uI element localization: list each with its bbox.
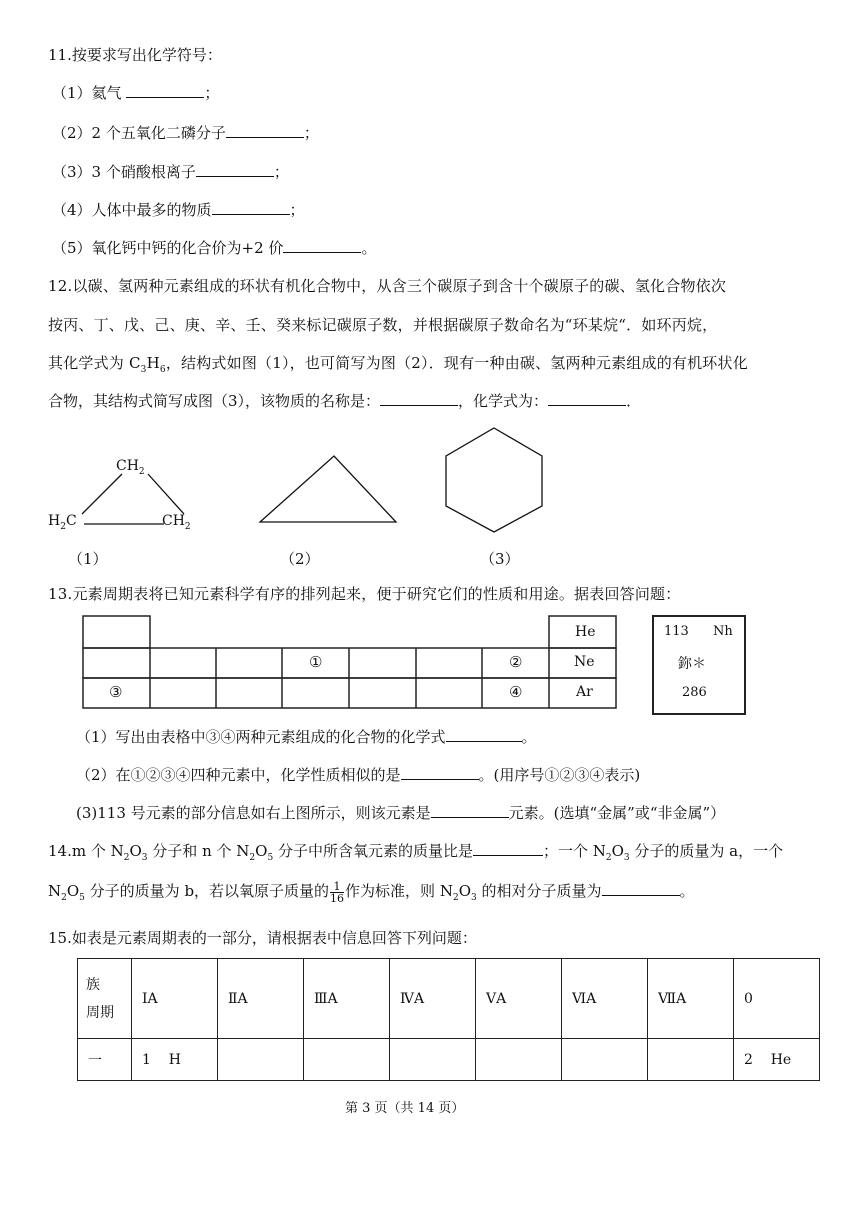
q14-d-sub: 5 [267, 853, 274, 863]
table-he: He [575, 624, 596, 640]
q11-item-1-label: （1）氦气 [52, 84, 127, 102]
fig1-right-sub: 2 [184, 521, 191, 532]
q13-s1b: 。 [521, 728, 537, 746]
q14-l2e: O [458, 882, 471, 900]
q12-l4a: 合物，其结构式简写成图（3），该物质的名称是： [48, 392, 381, 410]
q11-item-4-end: ； [289, 201, 305, 219]
q14-l2e-sub: 3 [471, 893, 477, 903]
q11-item-1 [52, 82, 219, 103]
fraction-denominator: 16 [330, 891, 345, 905]
triangle-shape [260, 456, 396, 522]
q12-l4c: ． [626, 392, 642, 410]
q15-cell-empty [648, 1039, 734, 1081]
q11-item-1-end: ； [204, 84, 220, 102]
q11-item-3-label: （3）3 个硝酸根离子 [52, 163, 196, 181]
q14-l2d: 作为标准，则 N [345, 882, 453, 900]
q13-s2b: 。(用序号①②③④表示) [478, 766, 641, 784]
q14-l2b: O [66, 882, 80, 900]
q15-period-label: 一 [78, 1039, 132, 1081]
q15-period-row-1 [78, 1039, 820, 1081]
q15-group-0: 0 [734, 959, 820, 1039]
q12-line-3 [48, 352, 748, 375]
q15-corner-top: 族 [86, 976, 100, 993]
q12-line-4 [48, 390, 641, 411]
q11-item-2 [52, 122, 319, 143]
table-mark-2: ② [509, 653, 523, 671]
q14-b: O [129, 842, 142, 860]
q13-blank-1[interactable] [446, 727, 522, 742]
q14-l2a: N [48, 882, 62, 900]
q11-answer-blank-4[interactable] [212, 200, 290, 215]
fig1-right-ch: CH [162, 513, 185, 529]
q11-item-4 [52, 199, 305, 220]
q12-l3c: ，结构式如图（1），也可简写为图（2）．现有一种由碳、氢两种元素组成的有机环状化 [165, 354, 748, 372]
q14-blank-2[interactable] [602, 881, 680, 896]
q15-title: 15.如表是元素周期表的一部分，请根据表中信息回答下列问题： [48, 929, 477, 947]
q14-f: ；一个 N [542, 842, 606, 860]
q15-cell-empty [562, 1039, 648, 1081]
q14-g: O [611, 842, 624, 860]
fig1-top-sub: 2 [138, 466, 145, 477]
q11-item-5-label: （5）氧化钙中钙的化合价为+2 价 [52, 239, 284, 257]
q15-group-5: ⅤA [476, 959, 562, 1039]
table-mark-1: ① [309, 653, 323, 671]
table-ar: Ar [576, 684, 593, 700]
q13-s3b: 元素。(选填“金属”或“非金属”） [508, 804, 726, 822]
q15-cell-h: 1 H [132, 1039, 218, 1081]
q14-g-sub: 3 [623, 853, 630, 863]
q11-item-4-label: （4）人体中最多的物质 [52, 201, 212, 219]
q13-s3a: (3)113 号元素的部分信息如右上图所示，则该元素是 [76, 804, 431, 822]
fig1-top-ch2 [116, 458, 145, 477]
fig-caption-3: （3） [480, 550, 520, 568]
fig1-left-h2c [48, 513, 77, 532]
q13-blank-3[interactable] [431, 803, 509, 818]
q13-sub-1 [76, 726, 537, 747]
q14-c-sub: 2 [249, 853, 256, 863]
q14-line-2 [48, 880, 695, 904]
q15-group-4: ⅣA [390, 959, 476, 1039]
q15-corner-cell [78, 959, 132, 1039]
periodic-table-fragment [82, 615, 622, 710]
q15-cell-empty [390, 1039, 476, 1081]
triangle-figure [252, 450, 402, 530]
q15-cell-he: 2 He [734, 1039, 820, 1081]
fig1-left-h: H [48, 513, 61, 529]
q11-answer-blank-3[interactable] [196, 162, 274, 177]
q11-item-5 [52, 237, 376, 258]
hexagon-shape [446, 428, 542, 532]
q14-e: 分子中所含氧元素的质量比是 [273, 842, 473, 860]
q15-corner-bottom: 周期 [86, 1004, 114, 1021]
q14-b-sub: 3 [141, 853, 148, 863]
q14-f-sub: 2 [605, 853, 612, 863]
q11-item-3 [52, 161, 289, 182]
q14-d: O [255, 842, 268, 860]
table-ne: Ne [574, 654, 595, 670]
q12-line-2: 按丙、丁、戊、己、庚、辛、壬、癸来标记碳原子数，并根据碳原子数命名为“环某烷“．如环丙烷， [48, 316, 718, 334]
q11-title: 11.按要求写出化学符号： [48, 46, 222, 64]
q15-group-3: ⅢA [304, 959, 390, 1039]
q15-group-2: ⅡA [218, 959, 304, 1039]
q14-l2d-sub: 2 [452, 893, 459, 903]
fig1-top-ch: CH [116, 458, 139, 474]
fig1-left-sub: 2 [60, 521, 66, 532]
card-mass: 286 [682, 685, 707, 700]
q14-blank-1[interactable] [473, 841, 543, 856]
q12-l3-sub1: 3 [140, 365, 147, 375]
q14-c: 分子和 n 个 N [147, 842, 250, 860]
q15-cell-empty [304, 1039, 390, 1081]
q14-l2a-sub: 2 [61, 893, 67, 903]
q15-cell-empty [218, 1039, 304, 1081]
q14-a: 14.m 个 N [48, 842, 124, 860]
q11-item-2-label: （2）2 个五氧化二磷分子 [52, 124, 226, 142]
q12-l3b: H [146, 354, 160, 372]
q15-periodic-table [77, 958, 820, 1081]
q14-l2b-sub: 5 [79, 893, 85, 903]
q12-formula-blank[interactable] [548, 391, 626, 406]
q12-l3-sub2: 6 [159, 365, 166, 375]
q13-blank-2[interactable] [401, 765, 479, 780]
q13-sub-2 [76, 764, 640, 785]
q14-l2g: 。 [679, 882, 695, 900]
q14-h: 分子的质量为 a，一个 [629, 842, 784, 860]
card-number: 113 [664, 624, 689, 639]
q15-cell-empty [476, 1039, 562, 1081]
q14-l2f: 的相对分子质量为 [476, 882, 602, 900]
q13-s1a: （1）写出由表格中③④两种元素组成的化合物的化学式 [76, 728, 446, 746]
q13-sub-3 [76, 802, 725, 823]
fig-caption-1: （1） [68, 550, 108, 568]
q11-item-5-end: 。 [361, 239, 377, 257]
fraction-1-16 [330, 881, 344, 904]
hexagon-figure [440, 424, 550, 536]
q13-s2a: （2）在①②③④四种元素中，化学性质相似的是 [76, 766, 401, 784]
q12-l4b: ，化学式为： [458, 392, 549, 410]
q12-name-blank[interactable] [380, 391, 458, 406]
fig1-right-ch2 [162, 513, 191, 532]
q15-header-row [78, 959, 820, 1039]
page-footer: 第 3 页（共 14 页） [345, 1101, 465, 1116]
fig1-bond-left [82, 474, 122, 514]
q12-l3a: 其化学式为 C [48, 354, 141, 372]
fig1-left-c: C [65, 513, 77, 529]
q11-answer-blank-2[interactable] [226, 123, 304, 138]
q13-title: 13.元素周期表将已知元素科学有序的排列起来，便于研究它们的性质和用途。据表回答问题： [48, 585, 681, 603]
q14-l2c: 分子的质量为 b，若以氧原子质量的 [84, 882, 330, 900]
q15-group-6: ⅥA [562, 959, 648, 1039]
fig-caption-2: （2） [280, 550, 320, 568]
fig1-bond-right [148, 474, 184, 514]
q11-answer-blank-5[interactable] [283, 238, 361, 253]
q14-a-sub: 2 [123, 853, 130, 863]
q12-line-1: 12.以碳、氢两种元素组成的环状有机化合物中，从含三个碳原子到含十个碳原子的碳、氢化合物依次 [48, 277, 727, 295]
q14-line-1 [48, 840, 783, 863]
card-symbol: Nh [713, 624, 733, 639]
table-mark-3: ③ [109, 683, 123, 701]
card-name: 鉨＊ [678, 656, 706, 672]
q15-group-1: ⅠA [132, 959, 218, 1039]
q15-group-7: ⅦA [648, 959, 734, 1039]
fraction-numerator: 1 [330, 881, 344, 893]
q11-item-3-end: ； [273, 163, 289, 181]
q11-item-2-end: ； [303, 124, 319, 142]
table-mark-4: ④ [509, 683, 523, 701]
q11-answer-blank-1[interactable] [126, 83, 204, 98]
